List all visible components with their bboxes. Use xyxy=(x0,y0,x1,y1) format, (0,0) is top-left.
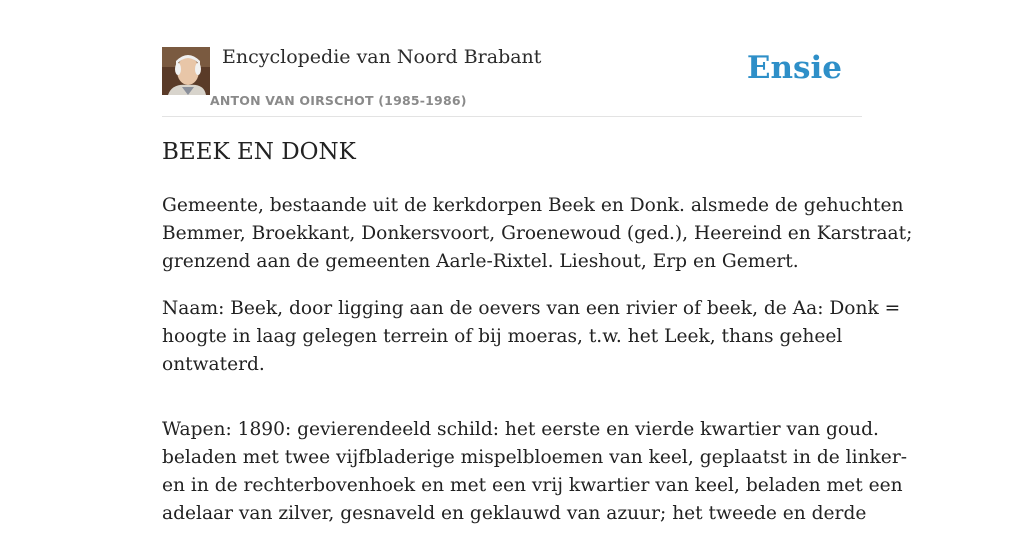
paragraph-coat-of-arms xyxy=(162,416,907,528)
text-line: Wapen: 1890: gevierendeeld schild: het eerste en vierde kwartier van goud. xyxy=(162,419,879,440)
paragraph-name xyxy=(162,295,901,379)
page-header xyxy=(162,46,862,117)
author-avatar[interactable] xyxy=(162,47,210,95)
text-line: beladen met twee vijfbladerige mispelbloemen van keel, geplaatst in de linker- xyxy=(162,447,907,468)
brand-logo[interactable]: Ensie xyxy=(746,50,842,86)
paragraph-municipality xyxy=(162,192,913,276)
site-title[interactable]: Encyclopedie van Noord Brabant xyxy=(222,46,542,68)
text-line: ontwaterd. xyxy=(162,354,265,375)
text-line: en in de rechterbovenhoek en met een vrij kwartier van keel, beladen met een xyxy=(162,475,903,496)
text-line: Naam: Beek, door ligging aan de oevers van een rivier of beek, de Aa: Donk = xyxy=(162,298,901,319)
author-portrait-icon xyxy=(162,47,210,95)
article-title: BEEK EN DONK xyxy=(162,139,356,165)
text-line: Bemmer, Broekkant, Donkersvoort, Groenewoud (ged.), Heereind en Karstraat; xyxy=(162,223,913,244)
text-line: Gemeente, bestaande uit de kerkdorpen Beek en Donk. alsmede de gehuchten xyxy=(162,195,904,216)
author-name[interactable]: ANTON VAN OIRSCHOT (1985-1986) xyxy=(210,93,467,108)
text-line: adelaar van zilver, gesnaveld en geklauwd van azuur; het tweede en derde xyxy=(162,503,867,524)
text-line: hoogte in laag gelegen terrein of bij moeras, t.w. het Leek, thans geheel xyxy=(162,326,843,347)
article-body xyxy=(162,192,913,547)
text-line: grenzend aan de gemeenten Aarle-Rixtel. Lieshout, Erp en Gemert. xyxy=(162,251,799,272)
